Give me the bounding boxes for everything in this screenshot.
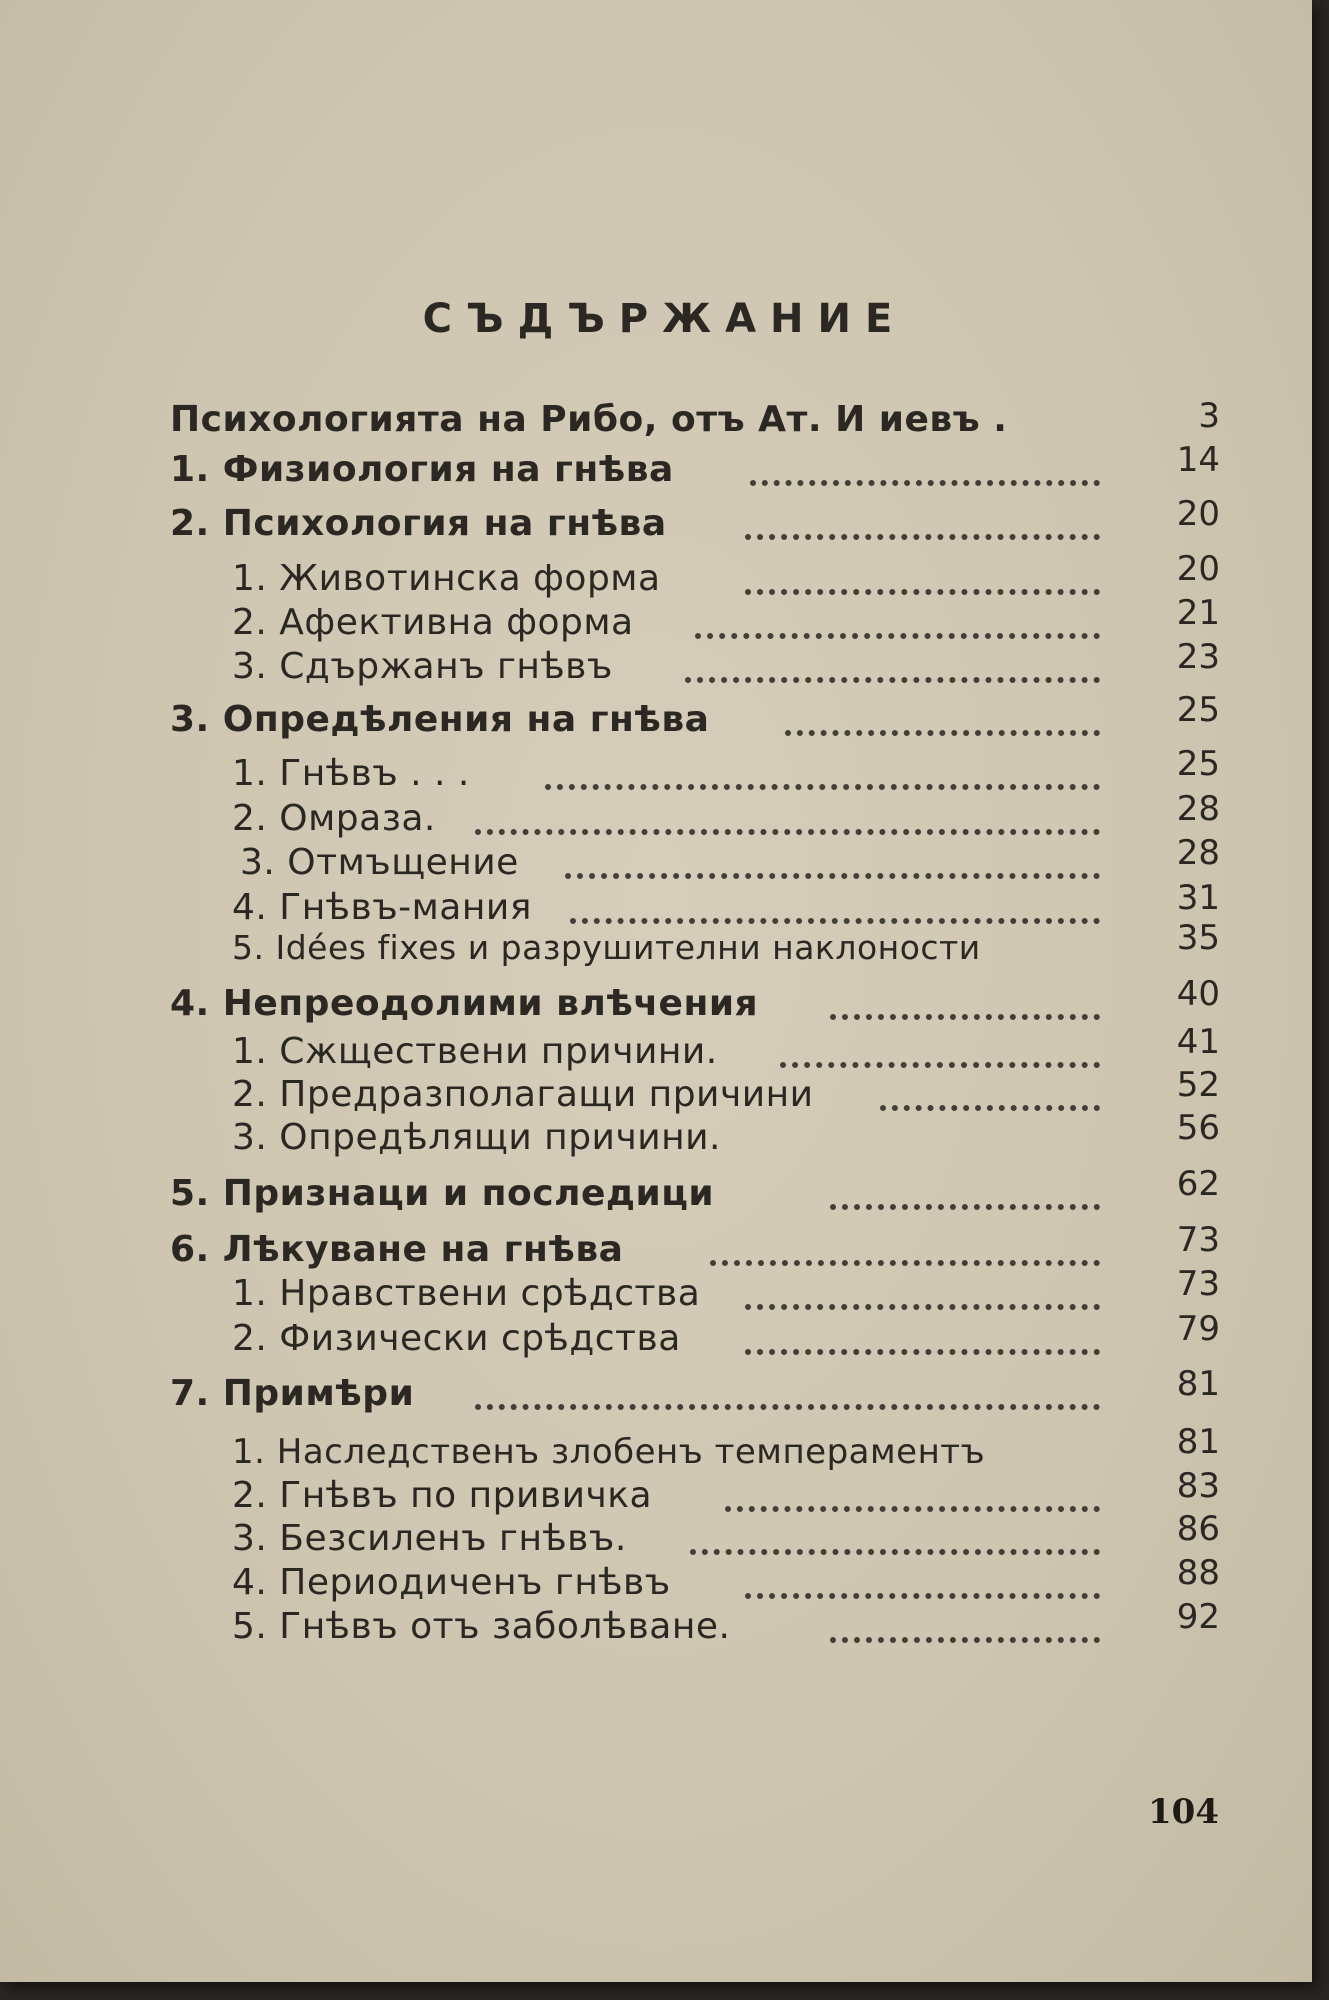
toc-subsection-row <box>0 1065 1329 1117</box>
toc-entry-page: 73 <box>1176 1220 1220 1260</box>
toc-subsection-row <box>0 593 1329 645</box>
toc-entry-page: 31 <box>1176 878 1220 918</box>
toc-entry-label: 1. Наследственъ злобенъ темпераментъ <box>232 1432 986 1472</box>
toc-entry-label: 6. Лѣкуване на гнѣва <box>170 1229 624 1270</box>
toc-entry-label: 3. Безсиленъ гнѣвъ. <box>232 1518 627 1559</box>
toc-entry-label: 5. Idées fixes и разрушителни наклоности <box>232 928 981 967</box>
toc-entry-label: 1. Физиология на гнѣва <box>170 449 674 490</box>
toc-subsection-row <box>0 789 1329 841</box>
toc-entry-page: 88 <box>1176 1553 1220 1593</box>
toc-entry-label: 2. Афективна форма <box>232 602 634 643</box>
toc-entry-page: 21 <box>1176 593 1220 633</box>
dot-leader <box>745 1563 1100 1599</box>
toc-entry-page: 20 <box>1176 549 1220 589</box>
dot-leader <box>785 700 1100 736</box>
toc-entry-label: 2. Психология на гнѣва <box>170 503 667 544</box>
toc-entry-label: 3. Опредѣления на гнѣва <box>170 699 710 740</box>
toc-entry-page: 40 <box>1176 974 1220 1014</box>
dot-leader <box>565 843 1100 879</box>
toc-entry-page: 83 <box>1176 1466 1220 1506</box>
toc-entry-page: 56 <box>1176 1108 1220 1148</box>
toc-entry-page: 73 <box>1176 1264 1220 1304</box>
toc-entry-label: 1. Нравствени срѣдства <box>232 1273 701 1314</box>
toc-entry-label: 4. Непреодолими влѣчения <box>170 983 759 1024</box>
dot-leader <box>475 799 1100 835</box>
toc-entry-label: 1. Гнѣвъ . . . <box>232 753 470 794</box>
toc-subsection-row <box>0 1309 1329 1361</box>
toc-subsection-row <box>0 1422 1329 1474</box>
toc-section-row <box>0 974 1329 1026</box>
toc-entry-label: 5. Гнѣвъ отъ заболѣване. <box>232 1606 731 1647</box>
toc-entry-label: 3. Сдържанъ гнѣвъ <box>232 646 613 687</box>
toc-entry-page: 25 <box>1176 690 1220 730</box>
dot-leader <box>830 1607 1100 1643</box>
toc-entry-page: 79 <box>1176 1309 1220 1349</box>
toc-entry-label: 3. Отмъщение <box>240 842 519 883</box>
toc-subsection-row <box>0 1022 1329 1074</box>
toc-entry-label: 1. Животинска форма <box>232 558 661 599</box>
dot-leader <box>690 1519 1100 1555</box>
toc-entry-label: 4. Гнѣвъ-мания <box>232 887 532 928</box>
toc-subsection-row <box>0 1108 1329 1160</box>
toc-subsection-row <box>0 744 1329 796</box>
toc-section-row <box>0 690 1329 742</box>
toc-entry-label: 7. Примѣри <box>170 1373 415 1414</box>
toc-entry-label: 2. Гнѣвъ по привичка <box>232 1475 653 1516</box>
dot-leader <box>745 1319 1100 1355</box>
toc-section-row <box>0 1164 1329 1216</box>
toc-entry-label: 2. Предразполагащи причини <box>232 1074 814 1115</box>
toc-entry-label: Психологията на Рибо, отъ Ат. И иевъ . <box>170 399 1008 440</box>
dot-leader <box>745 1274 1100 1310</box>
toc-subsection-row <box>0 833 1329 885</box>
toc-entry-page: 81 <box>1176 1364 1220 1404</box>
toc-entry-label: 2. Омраза. <box>232 798 436 839</box>
toc-subsection-row <box>0 1553 1329 1605</box>
toc-subsection-row <box>0 918 1329 970</box>
toc-entry-page: 3 <box>1198 396 1220 436</box>
toc-entry-page: 86 <box>1176 1509 1220 1549</box>
toc-section-row <box>0 1364 1329 1416</box>
dot-leader <box>830 984 1100 1020</box>
toc-entry-page: 28 <box>1176 833 1220 873</box>
toc-section-row <box>0 1220 1329 1272</box>
dot-leader <box>880 1075 1100 1111</box>
toc-entry-page: 92 <box>1176 1597 1220 1637</box>
toc-subsection-row <box>0 1466 1329 1518</box>
dot-leader <box>685 647 1100 683</box>
toc-entry-label: 2. Физически срѣдства <box>232 1318 681 1359</box>
toc-section-row <box>0 494 1329 546</box>
toc-subsection-row <box>0 878 1329 930</box>
toc-intro-row <box>0 398 1329 442</box>
toc-entry-page: 35 <box>1176 918 1220 958</box>
toc-subsection-row <box>0 1597 1329 1649</box>
toc-entry-page: 28 <box>1176 789 1220 829</box>
dot-leader <box>545 754 1100 790</box>
toc-entry-page: 23 <box>1176 637 1220 677</box>
toc-entry-label: 5. Признаци и последици <box>170 1173 715 1214</box>
toc-entry-page: 41 <box>1176 1022 1220 1062</box>
dot-leader <box>745 504 1100 540</box>
toc-subsection-row <box>0 637 1329 689</box>
dot-leader <box>710 1230 1100 1266</box>
dot-leader <box>830 1174 1100 1210</box>
toc-subsection-row <box>0 1509 1329 1561</box>
toc-section-row <box>0 440 1329 492</box>
toc-entry-page: 20 <box>1176 494 1220 534</box>
dot-leader <box>745 559 1100 595</box>
toc-entry-page: 62 <box>1176 1164 1220 1204</box>
toc-entry-label: 1. Сжществени причини. <box>232 1031 718 1072</box>
toc-entry-page: 25 <box>1176 744 1220 784</box>
dot-leader <box>750 450 1100 486</box>
dot-leader <box>570 888 1100 924</box>
dot-leader <box>725 1476 1100 1512</box>
toc-entry-page: 81 <box>1176 1422 1220 1462</box>
dot-leader <box>475 1374 1100 1410</box>
page-number: 104 <box>1148 1792 1219 1832</box>
toc-entry-label: 3. Опредѣлящи причини. <box>232 1117 721 1158</box>
toc-entry-page: 52 <box>1176 1065 1220 1105</box>
toc-subsection-row <box>0 1264 1329 1316</box>
toc-entry-page: 14 <box>1176 440 1220 480</box>
page-title: СЪДЪРЖАНИЕ <box>422 296 907 342</box>
dot-leader <box>780 1032 1100 1068</box>
dot-leader <box>695 603 1100 639</box>
toc-subsection-row <box>0 549 1329 601</box>
toc-entry-label: 4. Периодиченъ гнѣвъ <box>232 1562 671 1603</box>
